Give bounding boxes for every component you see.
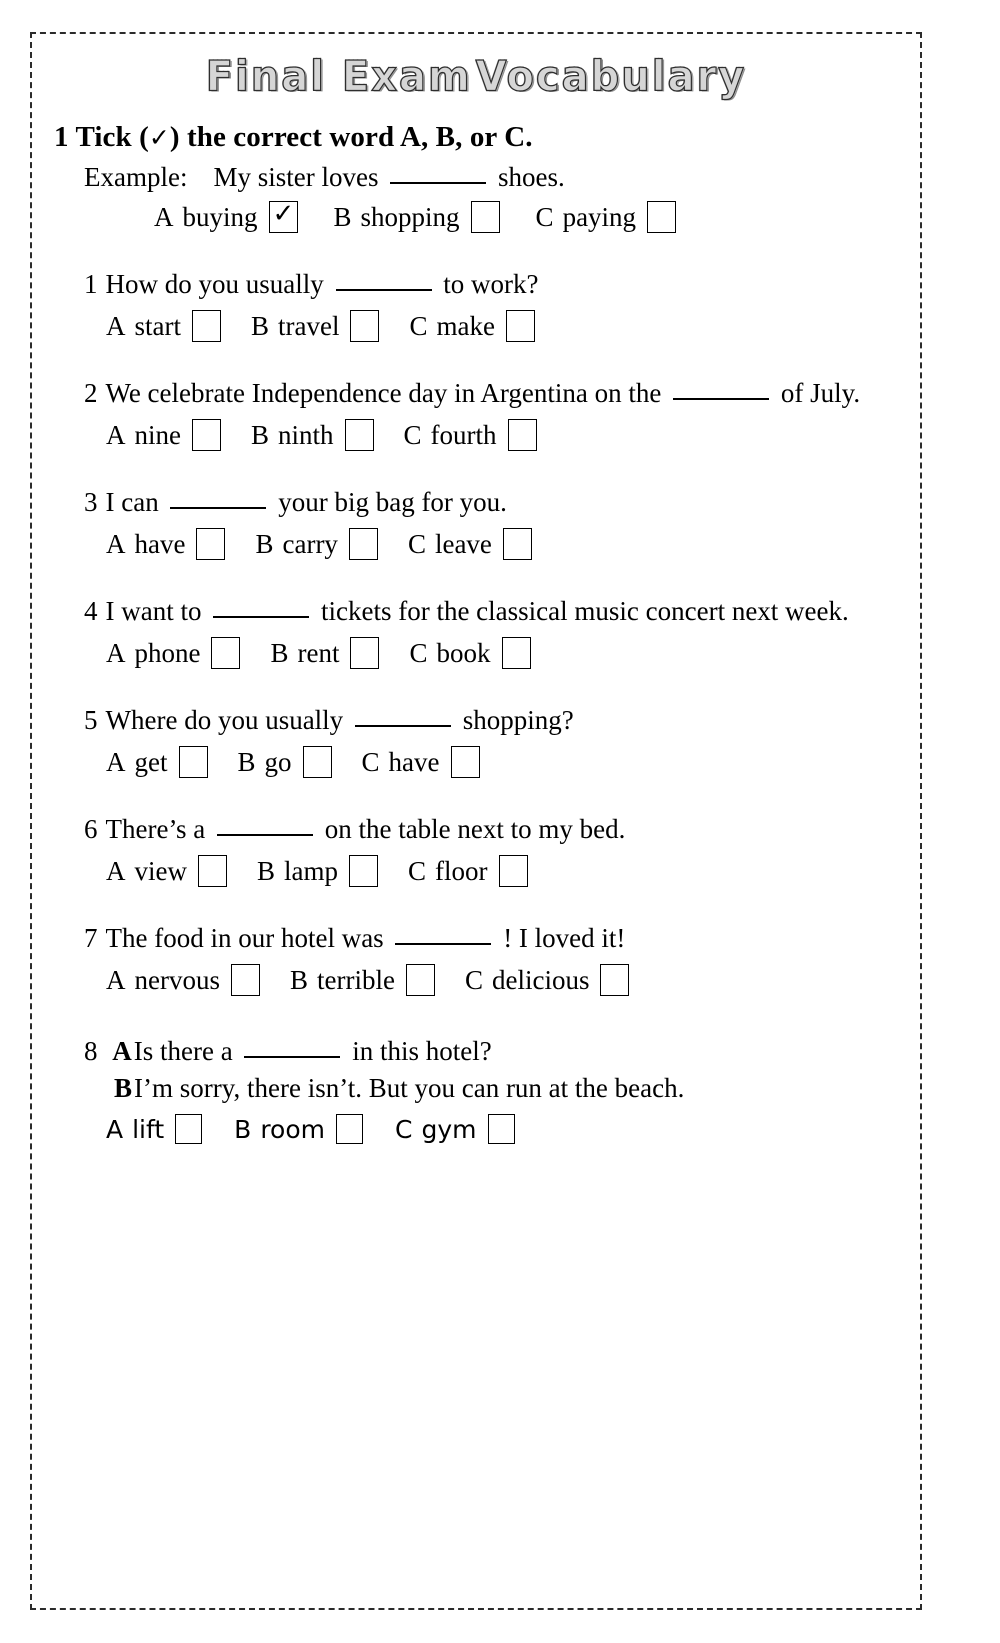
option-b[interactable] [255, 528, 377, 560]
option-b[interactable] [257, 855, 378, 887]
question-number: 3 [84, 487, 98, 518]
question-text-before: I can [105, 487, 159, 518]
option-word: room [260, 1114, 326, 1144]
option-checkbox[interactable] [269, 201, 298, 233]
option-checkbox[interactable] [488, 1114, 515, 1144]
option-word: start [134, 310, 181, 341]
question-3 [84, 487, 920, 560]
question-8-line-b [114, 1073, 920, 1104]
example-options-row [154, 201, 920, 233]
question-8-a-text-after: in this hotel? [352, 1036, 492, 1067]
question-8-line-a [84, 1036, 920, 1067]
option-b[interactable] [251, 310, 379, 342]
question-blank [355, 707, 451, 727]
option-checkbox[interactable] [350, 310, 379, 342]
question-number: 4 [84, 596, 98, 627]
option-checkbox[interactable] [451, 746, 480, 778]
option-word: floor [435, 855, 488, 886]
option-checkbox[interactable] [349, 855, 378, 887]
option-letter: C [407, 528, 426, 559]
question-number: 1 [84, 269, 98, 300]
option-b[interactable] [290, 964, 435, 996]
question-text-after: tickets for the classical music concert next week. [320, 596, 849, 627]
option-checkbox[interactable] [502, 637, 531, 669]
question-blank [213, 598, 309, 618]
option-letter: A [106, 746, 126, 777]
option-checkbox[interactable] [196, 528, 225, 560]
option-checkbox[interactable] [471, 201, 500, 233]
option-c[interactable] [465, 964, 630, 996]
question-8-number: 8 [84, 1036, 98, 1067]
option-checkbox[interactable] [175, 1114, 202, 1144]
question-text-before: How do you usually [105, 269, 324, 300]
option-a[interactable] [106, 528, 225, 560]
question-options-row [106, 746, 920, 778]
option-checkbox[interactable] [647, 201, 676, 233]
title-line-exam: Final Exam [205, 52, 472, 102]
question-8 [84, 1036, 920, 1144]
option-letter: A [106, 528, 126, 559]
option-letter: A [106, 964, 126, 995]
option-checkbox[interactable] [192, 419, 221, 451]
question-8-b-text: I’m sorry, there isn’t. But you can run at the beach. [134, 1073, 685, 1104]
option-letter: B [289, 964, 308, 995]
option-b[interactable] [251, 419, 374, 451]
option-checkbox[interactable] [349, 528, 378, 560]
check-icon: ✓ [148, 123, 170, 153]
option-word: get [134, 746, 168, 777]
option-c[interactable] [409, 310, 535, 342]
option-letter: C [395, 1114, 413, 1144]
question-5 [84, 705, 920, 778]
option-checkbox[interactable] [406, 964, 435, 996]
option-word: leave [434, 528, 492, 559]
option-letter: B [270, 637, 289, 668]
option-checkbox[interactable] [303, 746, 332, 778]
option-letter: A [154, 201, 174, 232]
question-options-row [106, 637, 920, 669]
option-word: carry [282, 528, 338, 559]
option-checkbox[interactable] [211, 637, 240, 669]
worksheet-page [30, 32, 922, 1610]
option-letter: B [256, 855, 275, 886]
question-text-before: I want to [105, 596, 202, 627]
question-number: 7 [84, 923, 98, 954]
option-checkbox[interactable] [192, 310, 221, 342]
example-text-before: My sister loves [213, 162, 379, 193]
question-8-options-row [106, 1114, 920, 1144]
worksheet-title [32, 34, 920, 101]
option-letter: C [535, 201, 554, 232]
option-word: make [436, 310, 495, 341]
option-word: terrible [317, 964, 395, 995]
option-word: paying [562, 201, 637, 232]
option-letter: C [403, 419, 422, 450]
option-b[interactable] [270, 637, 379, 669]
question-options-row [106, 310, 920, 342]
option-a[interactable] [106, 855, 227, 887]
question-text-before: Where do you usually [105, 705, 344, 736]
question-2 [84, 378, 920, 451]
option-checkbox[interactable] [600, 964, 629, 996]
option-word: have [388, 746, 440, 777]
option-word: lift [132, 1114, 165, 1144]
question-number: 2 [84, 378, 98, 409]
option-word: travel [278, 310, 340, 341]
question-7 [84, 923, 920, 996]
option-a[interactable] [106, 419, 221, 451]
question-text-after: your big bag for you. [278, 487, 507, 518]
option-letter: C [408, 855, 427, 886]
question-blank [336, 271, 432, 291]
question-sentence [84, 378, 920, 409]
question-text-before: There’s a [105, 814, 206, 845]
option-letter: B [234, 1114, 252, 1144]
question-sentence [84, 269, 920, 300]
question-text-after: to work? [443, 269, 539, 300]
speaker-b-label: B [114, 1073, 133, 1104]
option-checkbox[interactable] [499, 855, 528, 887]
option-letter: A [106, 637, 126, 668]
question-options-row [106, 528, 920, 560]
option-c[interactable] [404, 419, 537, 451]
option-c[interactable] [536, 201, 677, 233]
question-text-after: shopping? [462, 705, 574, 736]
instruction-text-before: Tick ( [75, 121, 149, 154]
example-blank [390, 164, 486, 184]
option-word: rent [297, 637, 340, 668]
option-word: delicious [491, 964, 590, 995]
question-text-before: The food in our hotel was [105, 923, 384, 954]
question-options-row [106, 419, 920, 451]
option-letter: C [409, 637, 428, 668]
option-letter: C [409, 310, 428, 341]
option-letter: A [106, 1114, 124, 1144]
option-a[interactable] [106, 746, 208, 778]
option-b[interactable] [234, 1114, 363, 1144]
question-options-row [106, 964, 920, 996]
option-word: shopping [360, 201, 460, 232]
option-c[interactable] [395, 1114, 515, 1144]
option-word: nine [134, 419, 181, 450]
question-blank [170, 489, 266, 509]
option-b[interactable] [238, 746, 332, 778]
question-blank [217, 816, 313, 836]
option-b[interactable] [334, 201, 500, 233]
question-sentence [84, 923, 920, 954]
option-c[interactable] [362, 746, 480, 778]
option-letter: B [251, 310, 270, 341]
instruction-number: 1 [54, 121, 69, 154]
example-text-after: shoes. [497, 162, 565, 193]
example-sentence [84, 162, 920, 193]
question-4 [84, 596, 920, 669]
option-word: nervous [134, 964, 220, 995]
option-checkbox[interactable] [503, 528, 532, 560]
option-letter: A [106, 310, 126, 341]
option-letter: B [251, 419, 270, 450]
option-a[interactable] [106, 637, 240, 669]
question-sentence [84, 705, 920, 736]
question-options-row [106, 855, 920, 887]
title-line-subject: Vocabulary [475, 52, 747, 102]
option-letter: C [464, 964, 483, 995]
option-letter: A [106, 419, 126, 450]
speaker-a-label: A [112, 1036, 132, 1067]
option-c[interactable] [408, 528, 532, 560]
question-blank [673, 380, 769, 400]
option-a[interactable] [106, 964, 260, 996]
question-8-a-text-before: Is there a [133, 1036, 233, 1067]
instruction-text-after: ) the correct word A, B, or C. [169, 121, 533, 154]
option-letter: C [361, 746, 380, 777]
option-word: view [134, 855, 187, 886]
question-6 [84, 814, 920, 887]
question-number: 6 [84, 814, 98, 845]
option-checkbox[interactable] [231, 964, 260, 996]
option-word: gym [421, 1114, 477, 1144]
example-label: Example: [84, 162, 188, 193]
option-a[interactable] [106, 1114, 202, 1144]
option-checkbox[interactable] [508, 419, 537, 451]
option-word: phone [134, 637, 201, 668]
option-letter: A [106, 855, 126, 886]
option-letter: B [333, 201, 352, 232]
option-checkbox[interactable] [506, 310, 535, 342]
option-checkbox[interactable] [336, 1114, 363, 1144]
option-word: lamp [284, 855, 338, 886]
option-checkbox[interactable] [350, 637, 379, 669]
question-8-blank [244, 1038, 340, 1058]
option-word: buying [182, 201, 258, 232]
option-word: go [264, 746, 292, 777]
option-c[interactable] [409, 637, 530, 669]
option-word: have [134, 528, 186, 559]
question-sentence [84, 487, 920, 518]
questions-list [32, 269, 920, 996]
option-checkbox[interactable] [198, 855, 227, 887]
option-word: ninth [278, 419, 334, 450]
option-letter: B [237, 746, 256, 777]
option-c[interactable] [408, 855, 528, 887]
question-sentence [84, 596, 920, 627]
option-word: fourth [430, 419, 497, 450]
question-text-after: ! I loved it! [503, 923, 626, 954]
question-text-after: on the table next to my bed. [324, 814, 626, 845]
question-text-before: We celebrate Independence day in Argentina on the [105, 378, 662, 409]
option-word: book [436, 637, 491, 668]
question-number: 5 [84, 705, 98, 736]
exercise-instruction [54, 121, 920, 154]
option-a[interactable] [106, 310, 221, 342]
option-letter: B [255, 528, 274, 559]
question-1 [84, 269, 920, 342]
option-checkbox[interactable] [345, 419, 374, 451]
question-sentence [84, 814, 920, 845]
question-text-after: of July. [780, 378, 861, 409]
question-blank [395, 925, 491, 945]
option-a[interactable] [154, 201, 298, 233]
option-checkbox[interactable] [179, 746, 208, 778]
